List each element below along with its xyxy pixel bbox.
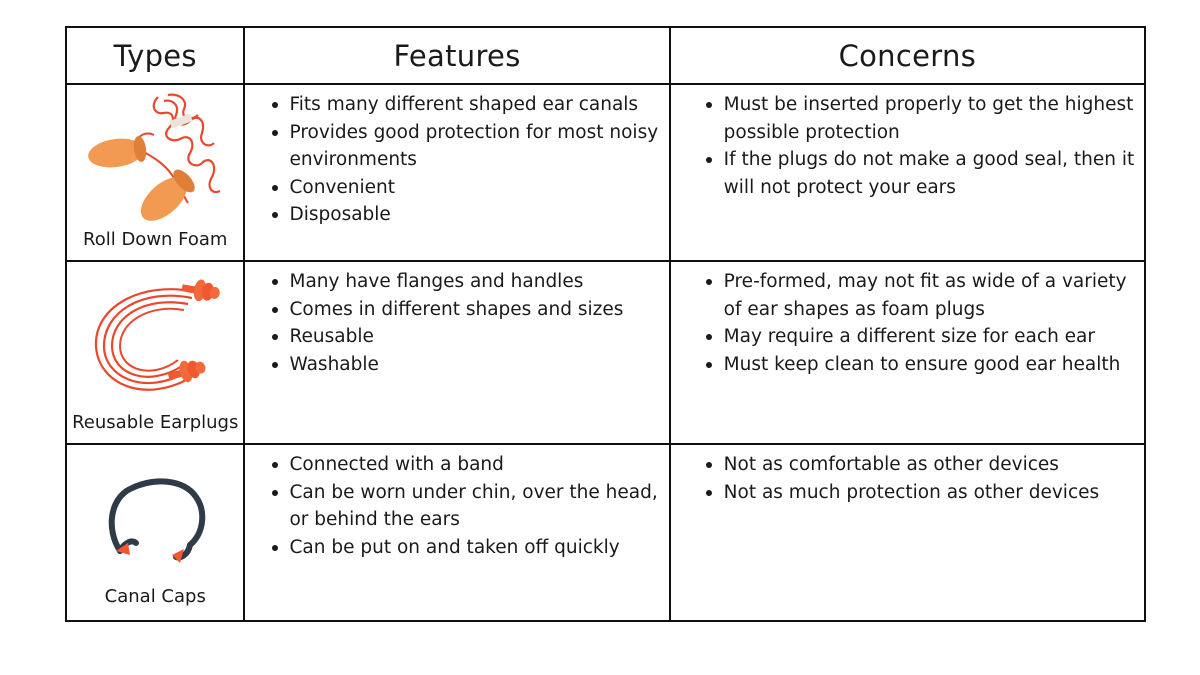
header-concerns: Concerns <box>670 27 1145 84</box>
header-row <box>66 27 1145 84</box>
features-cell <box>244 84 669 261</box>
table-row <box>66 84 1145 261</box>
concerns-list <box>671 262 1144 378</box>
type-label: Reusable Earplugs <box>72 412 239 433</box>
type-cell-reusable <box>66 261 244 444</box>
type-label: Roll Down Foam <box>83 229 228 250</box>
concerns-cell <box>670 444 1145 621</box>
features-cell <box>244 261 669 444</box>
list-item: Fits many different shaped ear canals <box>245 91 668 119</box>
type-cell-canal-caps <box>66 444 244 621</box>
list-item: Disposable <box>245 201 668 229</box>
list-item: Can be put on and taken off quickly <box>245 534 668 562</box>
list-item: Convenient <box>245 174 668 202</box>
table-row <box>66 444 1145 621</box>
list-item: Must keep clean to ensure good ear health <box>671 351 1144 379</box>
features-cell <box>244 444 669 621</box>
concerns-list <box>671 85 1144 201</box>
concerns-cell <box>670 261 1145 444</box>
earplug-comparison-table <box>65 26 1146 622</box>
table-row <box>66 261 1145 444</box>
features-list <box>245 445 668 561</box>
features-list <box>245 262 668 378</box>
canal-caps-icon <box>80 459 230 579</box>
concerns-cell <box>670 84 1145 261</box>
list-item: If the plugs do not make a good seal, then it will not protect your ears <box>671 146 1144 201</box>
list-item: Pre-formed, may not fit as wide of a variety of ear shapes as foam plugs <box>671 268 1144 323</box>
list-item: Can be worn under chin, over the head, or behind the ears <box>245 479 668 534</box>
list-item: May require a different size for each ear <box>671 323 1144 351</box>
features-list <box>245 85 668 229</box>
header-features: Features <box>244 27 669 84</box>
list-item: Reusable <box>245 323 668 351</box>
list-item: Not as much protection as other devices <box>671 479 1144 507</box>
list-item: Connected with a band <box>245 451 668 479</box>
header-types: Types <box>66 27 244 84</box>
list-item: Washable <box>245 351 668 379</box>
list-item: Comes in different shapes and sizes <box>245 296 668 324</box>
foam-earplugs-icon <box>80 91 230 231</box>
reusable-earplugs-icon <box>80 274 230 414</box>
concerns-list <box>671 445 1144 506</box>
list-item: Not as comfortable as other devices <box>671 451 1144 479</box>
list-item: Must be inserted properly to get the highest possible protection <box>671 91 1144 146</box>
list-item: Provides good protection for most noisy environments <box>245 119 668 174</box>
type-label: Canal Caps <box>104 586 206 607</box>
list-item: Many have flanges and handles <box>245 268 668 296</box>
type-cell-foam <box>66 84 244 261</box>
